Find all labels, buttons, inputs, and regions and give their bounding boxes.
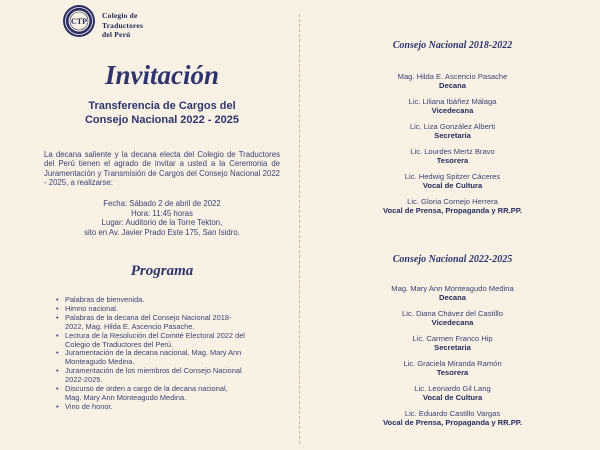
council-member	[320, 122, 585, 147]
invitation-intro: La decana saliente y la decana electa del Colegio de Traductores del Perú tienen el agrado de invitar a usted a la Ceremonia de Juramentación y Transmisión de Cargos del Consejo Nacional 2022 - 2025, a realizarse:	[44, 150, 280, 188]
programa-list	[56, 296, 246, 412]
member-name: Lic. Graciela Miranda Ramón	[403, 359, 502, 368]
member-name: Mag. Mary Ann Monteagudo Medina	[391, 284, 514, 293]
member-role: Vocal de Prensa, Propaganda y RR.PP.	[383, 418, 522, 428]
programa-title: Programa	[130, 263, 194, 279]
council-member	[320, 384, 585, 409]
invitation-subtitle	[44, 100, 280, 127]
member-role: Secretaria	[434, 131, 471, 141]
event-details	[44, 199, 280, 237]
event-address: sito en Av. Javier Prado Este 175, San Isidro.	[84, 227, 240, 237]
event-venue: Lugar: Auditorio de la Torre Tekton,	[101, 218, 223, 227]
consejo-2022-title: Consejo Nacional 2022-2025	[392, 254, 513, 265]
programa-item: • Palabras de bienvenida.	[56, 296, 246, 305]
organization-name: Colegio de Traductores del Perú	[102, 11, 144, 39]
programa-item: • Discurso de orden a cargo de la decana nacional, Mag. Mary Ann Monteagudo Medina.	[56, 385, 246, 403]
council-member	[320, 172, 585, 197]
member-name: Lic. Leonardo Gil Lang	[414, 384, 491, 393]
programa-item: • Vino de honor.	[56, 403, 246, 412]
member-name: Mag. Hilda E. Ascencio Pasache	[397, 72, 508, 81]
consejo-2018-title: Consejo Nacional 2018-2022	[392, 40, 513, 51]
member-role: Decana	[438, 81, 467, 91]
council-member	[320, 309, 585, 334]
member-name: Lic. Gloria Cornejo Herrera	[407, 197, 498, 206]
seal-letters: CTP	[71, 17, 87, 26]
programa-item: • Lectura de la Resolución del Comité Electoral 2022 del Colegio de Traductores del Perú.	[56, 332, 246, 350]
event-time: Hora: 11:45 horas	[131, 208, 193, 218]
college-seal-icon	[62, 4, 96, 38]
member-name: Lic. Liza González Alberti	[409, 122, 496, 131]
council-member	[320, 147, 585, 172]
member-name: Lic. Hedwig Spitzer Cáceres	[404, 172, 501, 181]
member-role: Vocal de Cultura	[422, 393, 483, 403]
member-role: Vocal de Cultura	[422, 181, 483, 191]
member-role: Tesorera	[436, 368, 469, 378]
member-role: Secretaria	[434, 343, 471, 353]
subtitle-line-2: Consejo Nacional 2022 - 2025	[84, 113, 240, 126]
consejo-2022-members	[320, 284, 585, 434]
member-name: Lic. Diana Chávez del Castillo	[402, 309, 503, 318]
column-divider	[299, 14, 300, 444]
member-name: Lic. Carmen Franco Hip	[412, 334, 493, 343]
event-date: Fecha: Sábado 2 de abril de 2022	[103, 199, 221, 208]
programa-item: • Juramentación de los miembros del Consejo Nacional 2022-2025.	[56, 367, 246, 385]
member-name: Lic. Lourdes Mertz Bravo	[410, 147, 495, 156]
member-role: Tesorera	[436, 156, 469, 166]
council-member	[320, 197, 585, 222]
council-member	[320, 334, 585, 359]
programa-item: • Palabras de la decana del Consejo Nacional 2018-2022, Mag. Hilda E. Ascencio Pasache.	[56, 314, 246, 332]
subtitle-line-1: Transferencia de Cargos del	[88, 100, 236, 112]
council-member	[320, 72, 585, 97]
member-role: Vicedecana	[431, 318, 474, 328]
council-member	[320, 359, 585, 384]
member-role: Decana	[438, 293, 467, 303]
member-name: Lic. Liliana Ibáñez Málaga	[408, 97, 497, 106]
member-name: Lic. Eduardo Castillo Vargas	[404, 409, 501, 418]
programa-item: • Juramentación de la decana nacional, Mag. Mary Ann Monteagudo Medina.	[56, 349, 246, 367]
council-member	[320, 409, 585, 434]
invitation-title: Invitación	[104, 60, 219, 90]
council-member	[320, 97, 585, 122]
member-role: Vicedecana	[431, 106, 474, 116]
programa-item: • Himno nacional.	[56, 305, 246, 314]
consejo-2018-members	[320, 72, 585, 222]
member-role: Vocal de Prensa, Propaganda y RR.PP.	[383, 206, 522, 216]
council-member	[320, 284, 585, 309]
header-logo	[62, 4, 242, 44]
